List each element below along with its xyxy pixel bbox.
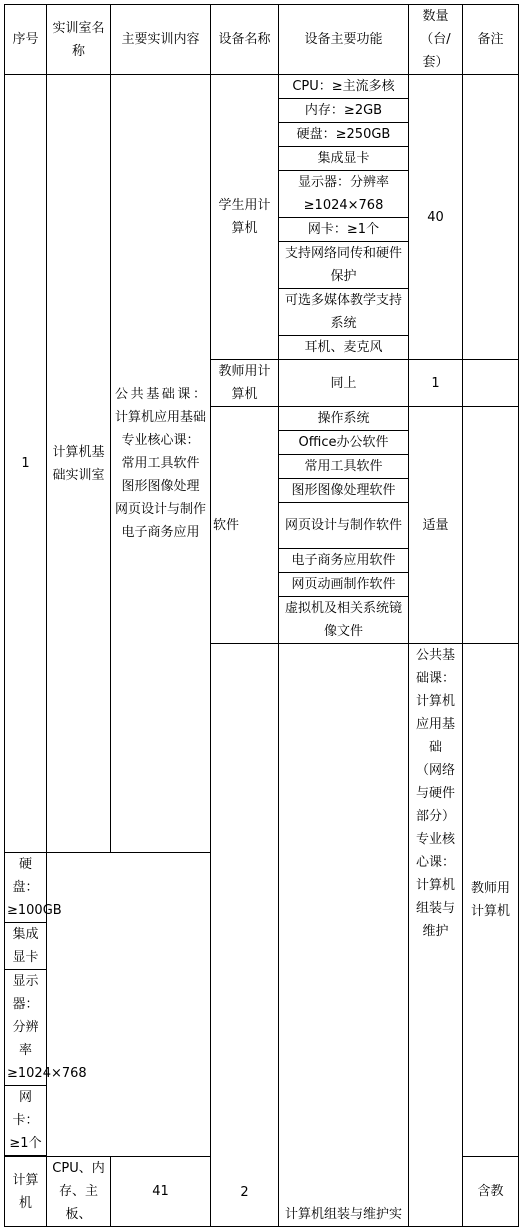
function-cell: 网卡：≥1个 [5,1086,47,1156]
content-cell [111,75,211,853]
function-cell: 支持网络同传和硬件保护 [279,242,409,289]
content-line: 专业核心课： [415,832,455,870]
function-cell: 网页设计与制作软件 [279,503,409,549]
note-cell: 含教 [463,1157,519,1227]
content-line: 公共基础课： [115,387,206,402]
content-line: 计算机组装与维护 [415,878,455,939]
function-cell: 同上 [279,360,409,407]
device-name-cell: 学生用计算机 [211,75,279,360]
quantity-cell: 1 [409,360,463,407]
function-cell: 电子商务应用软件 [279,549,409,573]
function-cell: 集成显卡 [279,147,409,171]
content-line: 计算机应用基础 [415,694,455,755]
content-line: （网络与硬件部分） [415,763,455,824]
function-cell: 集成显卡 [5,923,47,970]
quantity-cell: 41 [111,1157,211,1227]
header-note: 备注 [463,5,519,75]
room-name-cell: 计算机基础实训室 [47,75,111,853]
note-cell [463,360,519,407]
content-line: 网页设计与制作 [115,502,207,517]
header-room: 实训室名称 [47,5,111,75]
function-cell: 硬盘：≥250GB [279,123,409,147]
function-cell: CPU：≥主流多核 [279,75,409,99]
function-cell: 虚拟机及相关系统镜像文件 [279,597,409,644]
content-line: 计算机应用基础 [115,410,207,425]
function-cell: 内存：≥2GB [279,99,409,123]
device-name-cell: 教师用计算机 [463,644,519,1157]
content-line: 图形图像处理 [121,479,200,494]
content-cell [409,644,463,1227]
content-line: 电子商务应用 [121,525,200,540]
function-cell: CPU、内存、主板、 [47,1157,111,1227]
content-line: 专业核心课： [121,433,200,448]
function-cell: 硬盘：≥100GB [5,853,47,923]
quantity-cell: 40 [409,75,463,360]
content-line: 常用工具软件 [121,456,200,471]
function-cell: 操作系统 [279,407,409,431]
note-cell [463,75,519,360]
function-cell: 图形图像处理软件 [279,479,409,503]
quantity-cell: 适量 [409,407,463,644]
room-name-cell: 计算机组装与维护实 [279,644,409,1227]
device-name-cell: 教师用计算机 [211,360,279,407]
function-cell: 网页动画制作软件 [279,573,409,597]
header-quantity: 数量（台/套） [409,5,463,75]
training-room-table [4,4,519,1227]
function-cell: 显示器：分辨率≥1024×768 [279,171,409,218]
function-cell: 显示器：分辨率≥1024×768 [5,970,47,1086]
function-cell: 可选多媒体教学支持系统 [279,289,409,336]
device-name-cell: 软件 [211,407,279,644]
table-row [5,75,519,99]
content-line: 公共基础课： [415,648,455,686]
seq-cell: 1 [5,75,47,853]
function-cell: 网卡：≥1个 [279,218,409,242]
function-cell: 耳机、麦克风 [279,336,409,360]
table-header-row [5,5,519,75]
header-function: 设备主要功能 [279,5,409,75]
seq-cell: 2 [211,644,279,1227]
function-cell: 常用工具软件 [279,455,409,479]
device-name-cell: 计算机 [5,1157,47,1227]
header-device: 设备名称 [211,5,279,75]
header-seq: 序号 [5,5,47,75]
function-cell: Office办公软件 [279,431,409,455]
header-content: 主要实训内容 [111,5,211,75]
note-cell [463,407,519,644]
